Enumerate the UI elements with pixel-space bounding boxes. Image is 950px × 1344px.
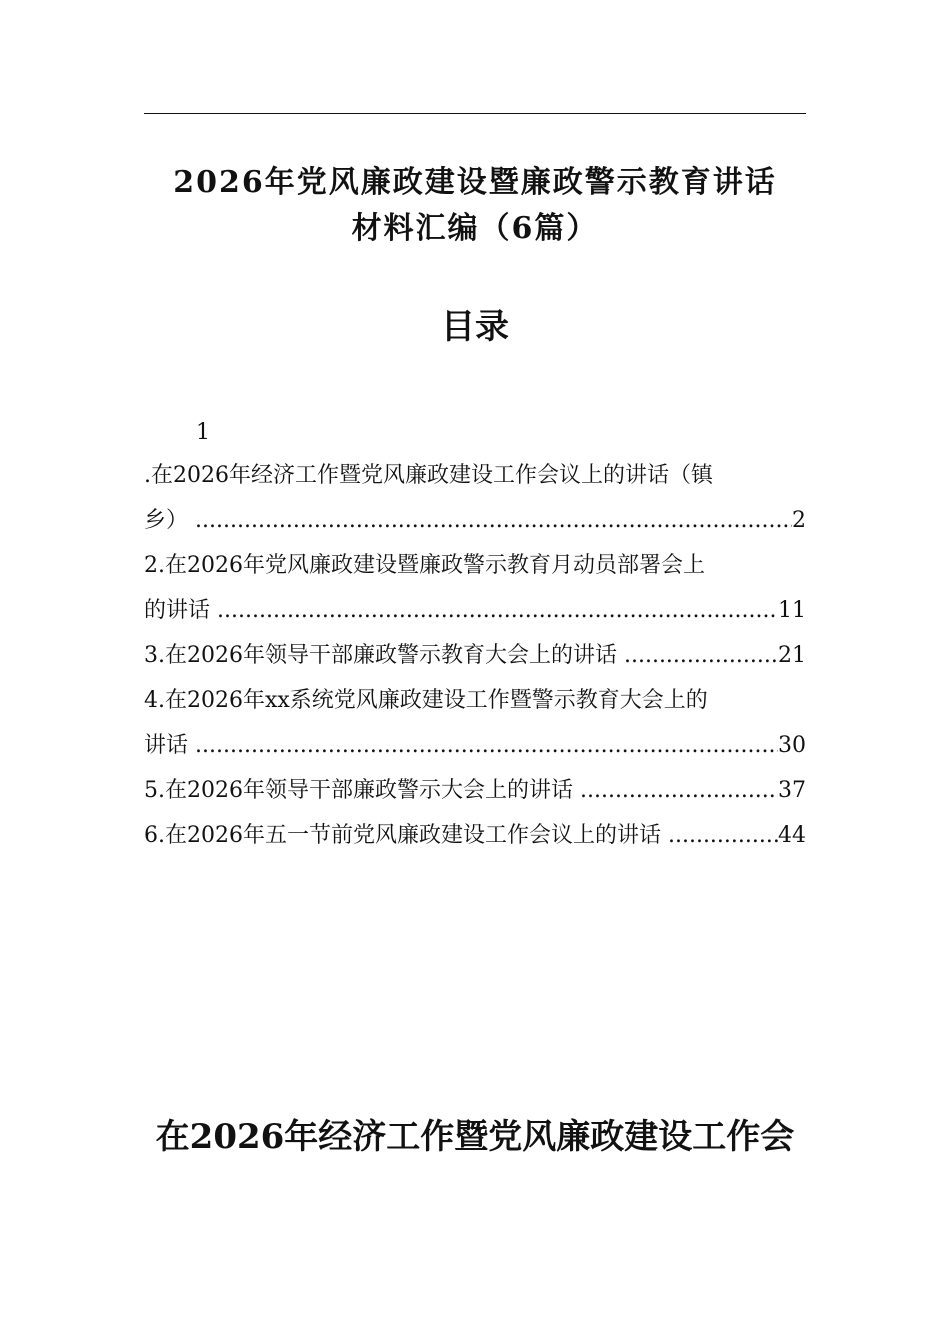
document-title (144, 160, 806, 252)
toc-entry-text: 4.在2026年xx系统党风廉政建设工作暨警示教育大会上的 (144, 688, 708, 713)
document-title-line-1: 2026年党风廉政建设暨廉政警示教育讲话 (173, 165, 777, 200)
toc-page-number: 37 (778, 778, 806, 803)
toc-page-number: 21 (778, 643, 806, 668)
toc-page-number: 30 (778, 733, 806, 758)
toc-entry-number-orphan: 1 (196, 420, 210, 445)
toc-entry-text: .在2026年经济工作暨党风廉政建设工作会议上的讲话（镇 (144, 463, 713, 488)
toc-entry-6[interactable] (144, 819, 806, 853)
toc-entry-text: 5.在2026年领导干部廉政警示大会上的讲话 ..... (144, 774, 778, 808)
toc-entry-1-line-1[interactable] (144, 459, 806, 493)
toc-entry-2-line-1[interactable] (144, 549, 806, 583)
toc-entry-text: 的讲话 ..... (144, 594, 778, 628)
toc-page-number: 11 (778, 598, 806, 623)
toc-entry-4-line-2[interactable] (144, 729, 806, 763)
toc-entry-5[interactable] (144, 774, 806, 808)
toc-page-number: 44 (778, 823, 806, 848)
toc-entry-3[interactable] (144, 639, 806, 673)
document-title-line-2: 材料汇编（6篇） (351, 211, 599, 246)
toc-entry-2-line-2[interactable] (144, 594, 806, 628)
toc-entry-text: 6.在2026年五一节前党风廉政建设工作会议上的讲话 ..... (144, 819, 778, 853)
toc-page-number: 2 (792, 508, 806, 533)
toc-entry-4-line-1[interactable] (144, 684, 806, 718)
toc-entry-text: 3.在2026年领导干部廉政警示教育大会上的讲话 ..... (144, 639, 778, 673)
toc-entry-text: 2.在2026年党风廉政建设暨廉政警示教育月动员部署会上 (144, 553, 705, 578)
toc-entry-text: 讲话 ..... (144, 729, 778, 763)
header-rule (144, 113, 806, 114)
toc-entry-text: 乡） ..... (144, 504, 792, 538)
toc-heading: 目录 (441, 307, 509, 347)
next-section-title: 在2026年经济工作暨党风廉政建设工作会 (155, 1117, 795, 1157)
toc-entry-1-line-2[interactable] (144, 504, 806, 538)
